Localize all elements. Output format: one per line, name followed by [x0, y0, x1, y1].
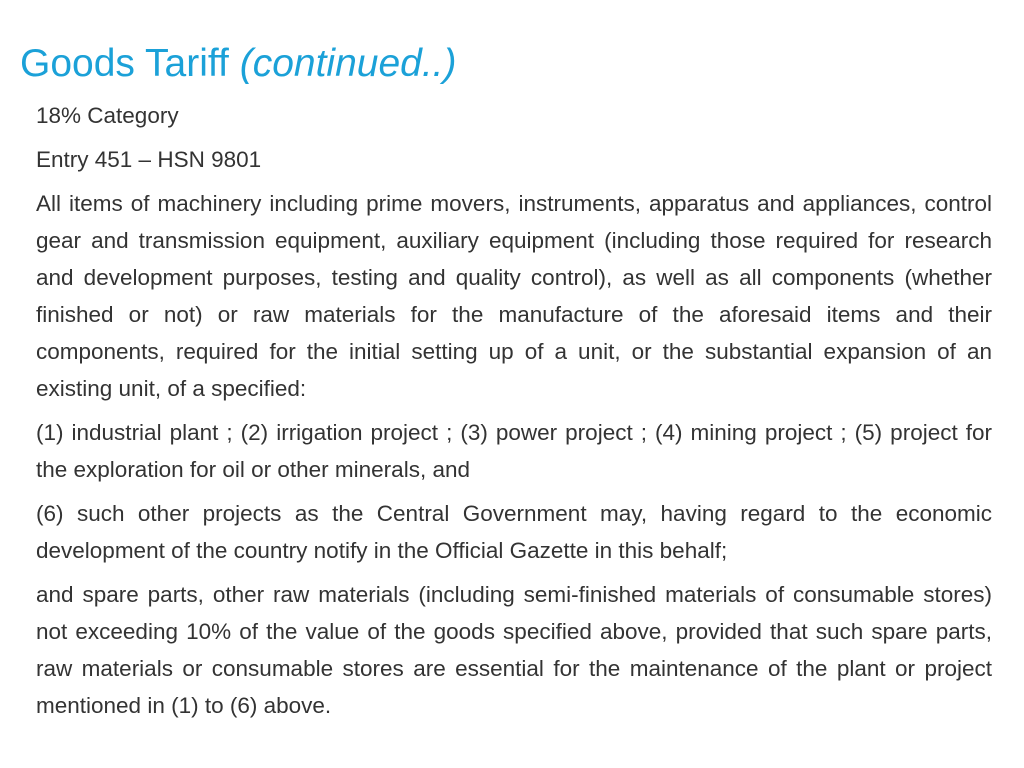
title-continued: (continued..)	[239, 42, 457, 85]
category-text: 18% Category	[36, 103, 179, 128]
item-6-paragraph: (6) such other projects as the Central Government may, having regard to the economic development of the country notify in the Official Gazette in this behalf;	[36, 501, 992, 563]
entry-text: Entry 451 – HSN 9801	[36, 147, 262, 172]
slide-body	[36, 97, 992, 731]
description-paragraph: All items of machinery including prime movers, instruments, apparatus and appliances, control gear and transmission equipment, auxiliary equipment (including those required for research and development purposes, testing and quality control), as well as all components (whether finished or not) or raw materials for the manufacture of the aforesaid items and their components, required for the initial setting up of a unit, or the substantial expansion of an existing unit, of a specified:	[36, 191, 992, 401]
items-1-5-paragraph: (1) industrial plant ; (2) irrigation project ; (3) power project ; (4) mining project ; (5) project for the exploration for oil or other minerals, and	[36, 420, 992, 482]
title-main: Goods Tariff	[20, 42, 229, 85]
spare-parts-paragraph: and spare parts, other raw materials (including semi-finished materials of consumable stores) not exceeding 10% of the value of the goods specified above, provided that such spare parts, raw materials or consumable stores are essential for the maintenance of the plant or project mentioned in (1) to (6) above.	[36, 582, 992, 718]
slide-title	[20, 40, 457, 88]
